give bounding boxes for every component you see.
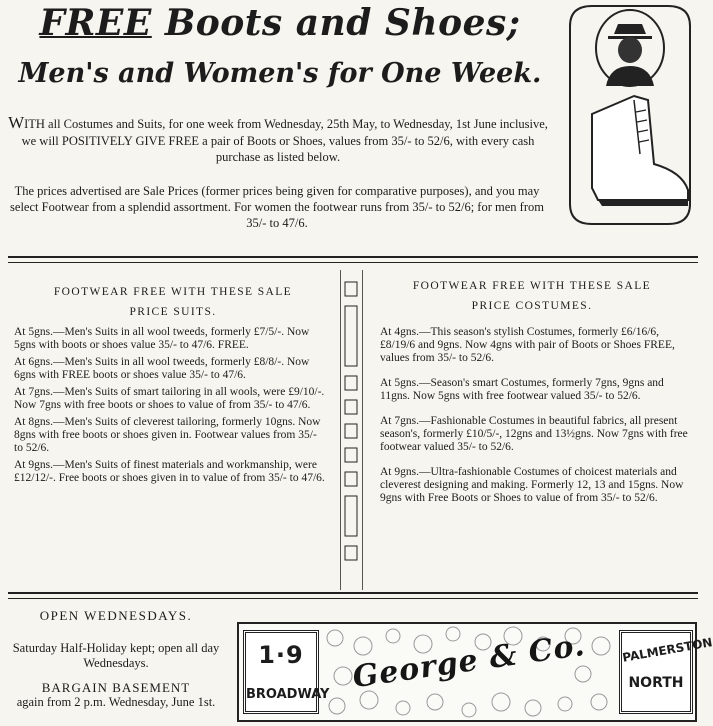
town-name-2: NORTH [628,675,684,691]
suit-item: At 8gns.—Men's Suits of cleverest tailoring, formerly 10gns. Now 8gns with free boots or shoes given in. Footwear values from 35/- to 52/6. [14,416,321,454]
shoe-illustration-icon [562,4,698,226]
costumes-list [380,326,692,517]
column-divider-right [362,270,363,590]
suits-heading-line1: FOOTWEAR FREE WITH THESE SALE [53,286,293,298]
intro-paragraph [4,115,552,166]
section-rule-bottom [8,592,698,594]
bargain-basement-text: again from 2 p.m. Wednesday, June 1st. [16,695,216,709]
open-wednesdays-title: OPEN WEDNESDAYS. [39,608,193,623]
intro-paragraph-2: The prices advertised are Sale Prices (former prices being given for comparative purposes), and you may select Footwear from a splendid assortment. For women the footwear runs from 35/- to 52/6; for men from 35/- to 47/6. [10,184,544,230]
shop-name: George & Co. [350,627,588,696]
suits-list [14,326,328,489]
costumes-heading-line1: FOOTWEAR FREE WITH THESE SALE [412,280,652,292]
store-banner [237,622,713,722]
suits-heading [10,282,336,322]
address-panel [243,630,330,714]
section-rule-top [8,256,698,258]
suit-item: At 5gns.—Men's Suits in all wool tweeds, formerly £7/5/-. Now 5gns with boots or shoes value 35/- to 47/6. FREE. [14,326,310,351]
town-name: PALMERSTON [621,635,713,665]
street-name: BROADWAY [246,687,330,702]
column-divider-left [340,270,341,590]
costume-item: At 5gns.—Season's smart Costumes, formerly 7gns, 9gns and 11gns. Now 5gns with free footwear valued 35/- to 52/6. [380,377,664,402]
costume-item: At 9gns.—Ultra-fashionable Costumes of choicest materials and cleverest designing and making. Formerly 12, 13 and 15gns. Now 9gns with Free Boots or Shoes to value of from 35/- to 52/6. [380,466,684,504]
intro-dropcap: W [8,113,25,132]
suit-item: At 9gns.—Men's Suits of finest materials and workmanship, were £12/12/-. Free boots or shoes given in to value of from 35/- to 47/6. [14,459,325,484]
headline-free: FREE [39,2,152,44]
bargain-basement-title: BARGAIN BASEMENT [41,680,191,695]
headline-rest: Boots and Shoes; [164,2,521,44]
decorative-border-icon [342,282,360,582]
section-rule-bottom-thin [8,598,698,599]
man-portrait-icon [596,10,664,86]
page-headline [0,2,560,44]
intro-text: ITH all Costumes and Suits, for one week from Wednesday, 25th May, to Wednesday, 1st June inclusive, we will POSITIVELY GIVE FREE a pair of Boots or Shoes, values from 35/- to 52/6, with every cash purchase as listed below. [21,117,548,164]
suits-heading-line2: PRICE SUITS. [129,306,217,318]
street-number: 1·9 [258,641,304,669]
boot-drawing [592,96,688,206]
suit-item: At 6gns.—Men's Suits in all wool tweeds, formerly £8/8/-. Now 6gns with FREE boots or shoes value 35/- to 47/6. [14,356,310,381]
open-wednesdays-text: Saturday Half-Holiday kept; open all day Wednesdays. [12,641,220,670]
costume-item: At 7gns.—Fashionable Costumes in beautiful fabrics, all present season's, formerly £10/5/-, 12gns and 13½gns. Now 7gns with free footwear valued 35/- to 52/6. [380,415,688,453]
section-rule-top-thin [8,262,698,263]
costume-item: At 4gns.—This season's stylish Costumes, formerly £6/16/6, £8/19/6 and 9gns. Now 4gns with pair of Boots or Shoes FREE, values from 35/- to 52/6. [380,326,675,364]
suit-item: At 7gns.—Men's Suits of smart tailoring in all wools, were £9/10/-. Now 7gns with free boots or shoes to value of from 35/- to 47/6. [14,386,325,411]
town-panel [619,630,713,714]
costumes-heading-line2: PRICE COSTUMES. [471,300,593,312]
costumes-heading [368,276,696,316]
page-subheadline: Men's and Women's for One Week. [18,58,542,89]
